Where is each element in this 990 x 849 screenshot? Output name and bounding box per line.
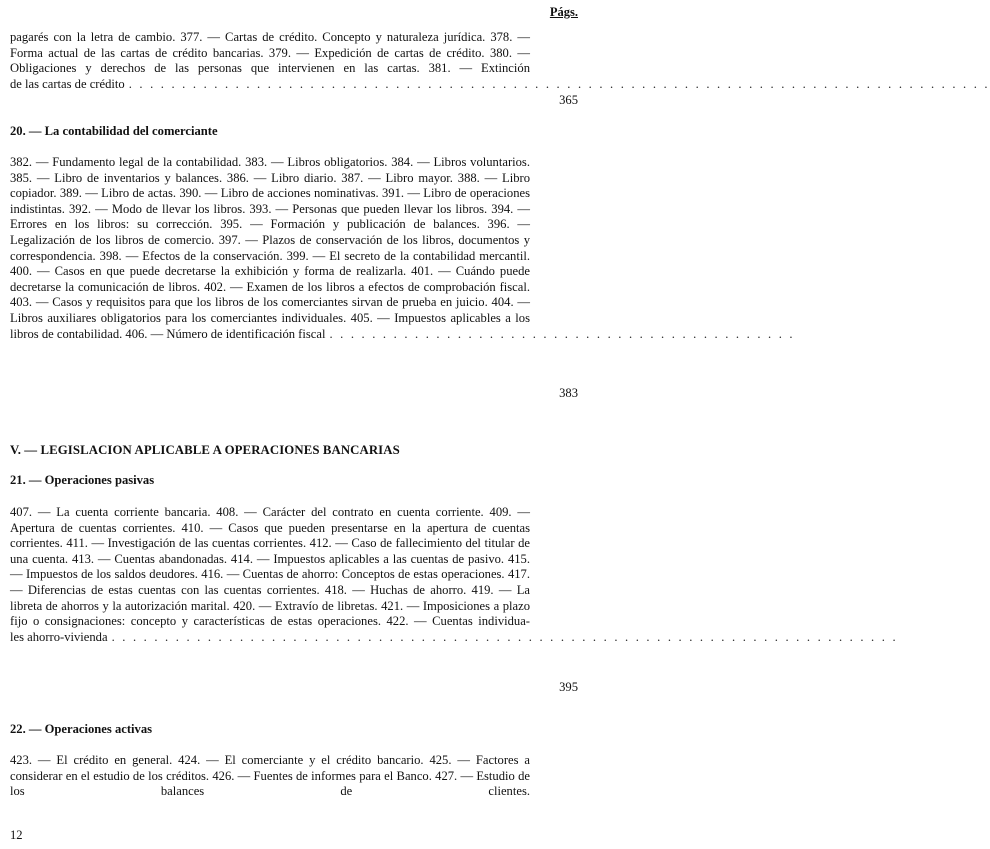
page-number: 12 [10,828,23,842]
dot-leader: . . . . . . . . . . . . . . . . . . . . . . . . . . . . . . . . . . . . . . . . . . . . . . . . . . . . . . . . . . . . . . . . . . . . . . . . . . . . . . . . . [128,76,990,91]
page-ref-383: 383 [559,386,578,400]
page-ref-395: 395 [559,680,578,694]
heading-20: 20. — La contabilidad del comerciante [10,124,218,138]
toc-entry-last-line [10,76,990,93]
dot-leader: . . . . . . . . . . . . . . . . . . . . . . . . . . . . . . . . . . . . . . . . . . . . [329,326,795,341]
toc-entry-text: 423. — El crédito en general. 424. — El comerciante y el crédito bancario. 425. — Factores a considerar en el estudio de los créditos. 426. — Fuentes de informes para el Banco. 427. — Estudio de los balances de clientes. [10,753,530,799]
toc-entry-last-text: de las cartas de crédito [10,76,125,91]
dot-leader: . . . . . . . . . . . . . . . . . . . . . . . . . . . . . . . . . . . . . . . . . . . . . . . . . . . . . . . . . . . . . . . . . . . . . . . . . . [111,629,898,644]
pages-column-header: Págs. [549,5,578,19]
toc-entry-block-2 [10,155,795,342]
toc-entry-block-4 [10,753,530,800]
toc-entry-block-1 [10,30,990,92]
toc-entry-last-text: les ahorro-vivienda [10,629,108,644]
toc-entry-last-text: libros de contabilidad. 406. — Número de identificación fiscal [10,326,326,341]
section-v-heading: V. — LEGISLACION APLICABLE A OPERACIONES BANCARIAS [10,443,400,457]
toc-entry-text: pagarés con la letra de cambio. 377. — Cartas de crédito. Concepto y naturaleza jurídica. 378. — Forma actual de las cartas de crédito bancarias. 379. — Expedición de cartas de crédito. 380. — Obligaciones y derechos de las personas que intervienen en las cartas. 381. — Extinción [10,30,530,76]
toc-entry-text: 382. — Fundamento legal de la contabilidad. 383. — Libros obligatorios. 384. — Libros voluntarios. 385. — Libro de inventarios y balances. 386. — Libro diario. 387. — Libro mayor. 388. — Libro copiador. 389. — Libro de actas. 390. — Libro de acciones nominativas. 391. — Libro de operaciones indistintas. 392. — Modo de llevar los libros. 393. — Personas que pueden llevar los libros. 394. — Errores en los libros: su corrección. 395. — Formación y publicación de balances. 396. — Legalización de los libros de comercio. 397. — Plazos de conservación de los libros, documentos y correspondencia. 398. — Efectos de la conservación. 399. — El secreto de la contabilidad mercantil. 400. — Casos en que puede decretarse la exhibición y forma de realizarla. 401. — Cuándo puede decretarse la comunicación de libros. 402. — Examen de los libros a efectos de comprobación fiscal. 403. — Casos y requisitos para que los libros de los comerciantes sirvan de prueba en juicio. 404. — Libros auxiliares obligatorios para los comerciantes individuales. 405. — Impuestos aplicables a los [10,155,530,325]
page-ref-365: 365 [559,93,578,107]
toc-entry-block-3 [10,505,898,645]
toc-entry-last-line [10,326,795,343]
heading-21: 21. — Operaciones pasivas [10,473,155,487]
heading-22: 22. — Operaciones activas [10,722,153,736]
toc-entry-last-line [10,629,898,646]
toc-entry-text: 407. — La cuenta corriente bancaria. 408. — Carácter del contrato en cuenta corriente. 409. — Apertura de cuentas corrientes. 410. — Casos que pueden presentarse en la apertura de cuentas corrientes. 411. — Investigación de las cuentas corrientes. 412. — Caso de fallecimiento del titular de una cuenta. 413. — Cuentas abandonadas. 414. — Impuestos aplicables a las cuentas de pasivo. 415. — Impuestos de los saldos deudores. 416. — Cuentas de ahorro: Conceptos de estas operaciones. 417. — Diferencias de estas cuentas con las cuentas corrientes. 418. — Huchas de ahorro. 419. — La libreta de ahorros y la autorización marital. 420. — Extravío de libretas. 421. — Imposiciones a plazo fijo o consignaciones: concepto y características de estas operaciones. 422. — Cuentas individua- [10,505,530,629]
